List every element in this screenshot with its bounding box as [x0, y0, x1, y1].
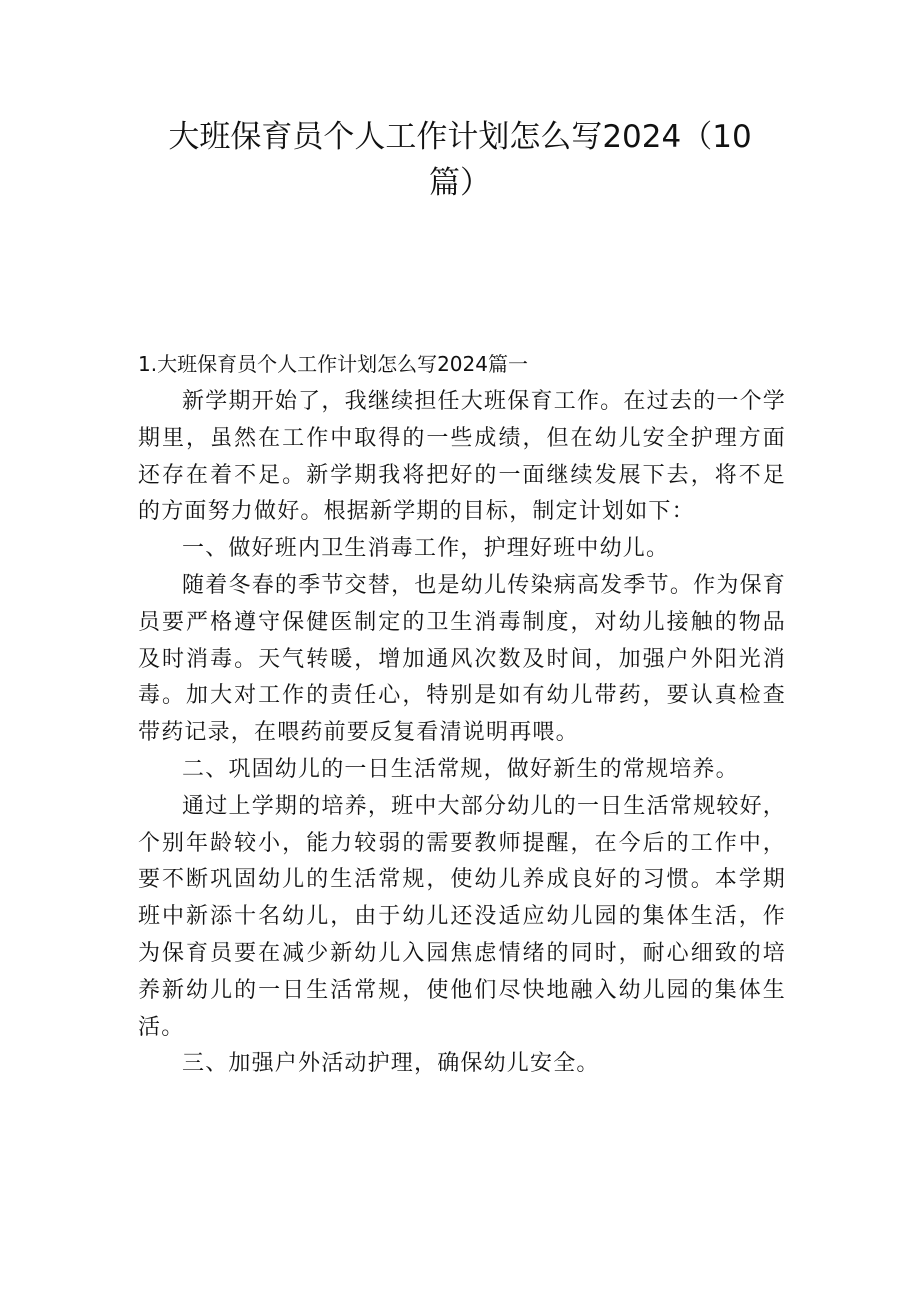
paragraph-point-two: 二、巩固幼儿的一日生活常规，做好新生的常规培养。 — [182, 756, 739, 782]
section-heading: 1.大班保育员个人工作计划怎么写2024篇一 — [138, 352, 528, 376]
paragraph-point-three: 三、加强户外活动护理，确保幼儿安全。 — [182, 1051, 600, 1077]
paragraph-point-one-detail: 随着冬春的季节交替，也是幼儿传染病高发季节。作为保育员要严格遵守保健医制定的卫生消毒制度，对幼儿接触的物品及时消毒。天气转暖，增加通风次数及时间，加强户外阳光消毒。加大对工作的责任心，特别是如有幼儿带药，要认真检查带药记录，在喂药前要反复看清说明再喂。 — [138, 572, 786, 746]
paragraph-intro: 新学期开始了，我继续担任大班保育工作。在过去的一个学期里，虽然在工作中取得的一些成绩，但在幼儿安全护理方面还存在着不足。新学期我将把好的一面继续发展下去，将不足的方面努力做好。根据新学期的目标，制定计划如下： — [138, 389, 786, 525]
paragraph-point-one: 一、做好班内卫生消毒工作，护理好班中幼儿。 — [182, 536, 670, 562]
paragraph-point-two-detail: 通过上学期的培养，班中大部分幼儿的一日生活常规较好，个别年龄较小，能力较弱的需要教师提醒，在今后的工作中，要不断巩固幼儿的生活常规，使幼儿养成良好的习惯。本学期班中新添十名幼儿，由于幼儿还没适应幼儿园的集体生活，作为保育员要在减少新幼儿入园焦虑情绪的同时，耐心细致的培养新幼儿的一日生活常规，使他们尽快地融入幼儿园的集体生活。 — [138, 793, 786, 1040]
document-title: 大班保育员个人工作计划怎么写2024（10篇） — [168, 119, 752, 201]
document-body — [138, 344, 786, 1083]
